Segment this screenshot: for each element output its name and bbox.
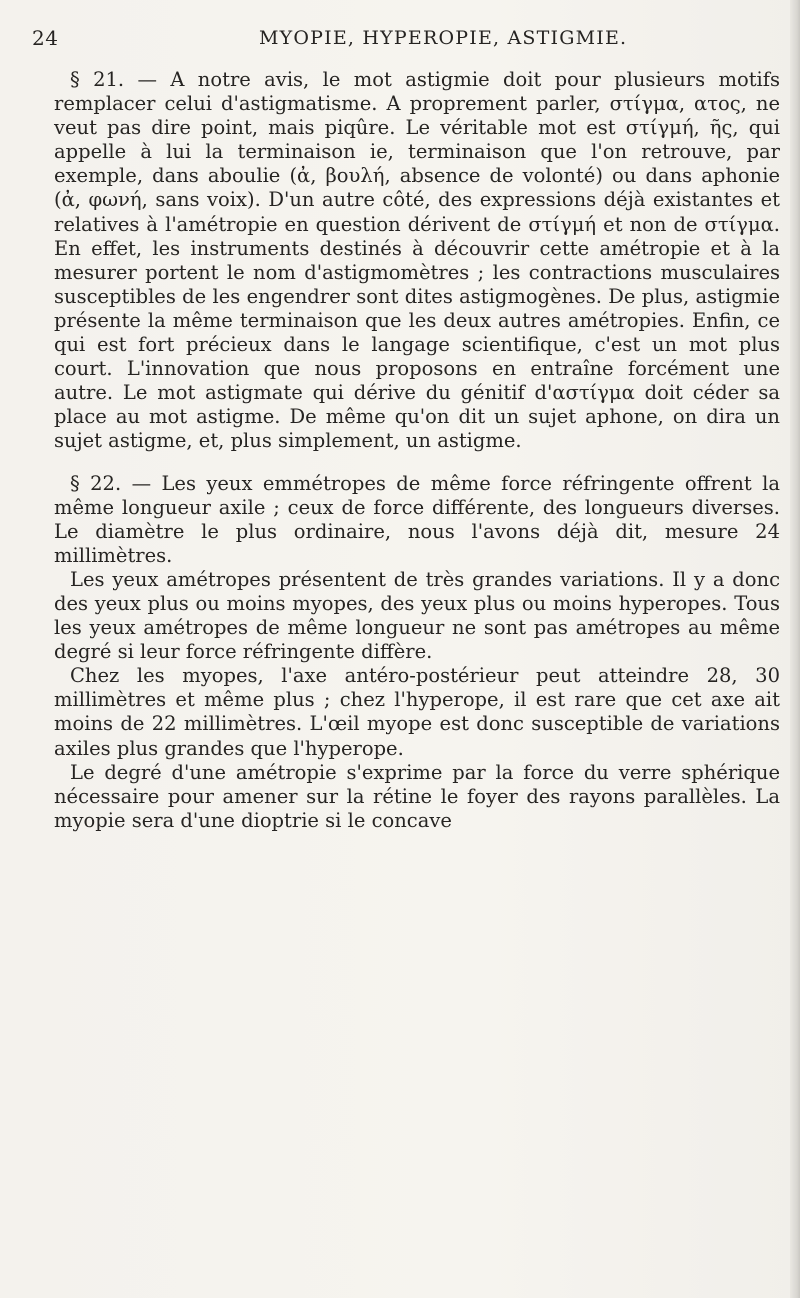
page-edge — [790, 0, 800, 1298]
chapter-title: MYOPIE, HYPEROPIE, ASTIGMIE. — [259, 27, 628, 49]
paragraph-section-22: § 22. — Les yeux emmétropes de même force réfringente offrent la même longueur axile ; ceux de force différente, des longueurs diverses. Le diamètre le plus ordinaire, nous l'avons déjà dit, mesure 24 millimètres. — [54, 471, 780, 567]
running-head — [32, 26, 778, 56]
paragraph-ametropes: Les yeux amétropes présentent de très grandes variations. Il y a donc des yeux plus ou moins myopes, des yeux plus ou moins hyperopes. Tous les yeux amétropes de même longueur ne sont pas amétropes au même degré si leur force réfringente diffère. — [54, 567, 780, 664]
paragraph-degree: Le degré d'une amétropie s'exprime par la force du verre sphérique nécessaire pour amener sur la rétine le foyer des rayons parallèles. La myopie sera d'une dioptrie si le concave — [54, 760, 780, 832]
paragraph-section-21: § 21. — A notre avis, le mot astigmie doit pour plusieurs motifs remplacer celui d'astigmatisme. A proprement parler, στίγμα, ατος, ne veut pas dire point, mais piqûre. Le véritable mot est στίγμή, ῆς, qui appelle à lui la terminaison ie, terminaison que l'on retrouve, par exemple, dans aboulie (ἀ, βουλή, absence de volonté) ou dans aphonie (ἀ, φωνή, sans voix). D'un autre côté, des expressions déjà existantes et relatives à l'amétropie en question dérivent de στίγμή et non de στίγμα. En effet, les instruments destinés à découvrir cette amétropie et à la mesurer portent le nom d'astigmomètres ; les contractions musculaires susceptibles de les engendrer sont dites astigmogènes. De plus, astigmie présente la même terminaison que les deux autres amétropies. Enfin, ce qui est fort précieux dans le langage scientifique, c'est un mot plus court. L'innovation que nous proposons en entraîne forcément une autre. Le mot astigmate qui dérive du génitif d'αστίγμα doit céder sa place au mot astigme. De même qu'on dit un sujet aphone, on dira un sujet astigme, et, plus simplement, un astigme. — [54, 68, 780, 453]
page-number: 24 — [32, 26, 59, 50]
paragraph-myopes: Chez les myopes, l'axe antéro-postérieur peut atteindre 28, 30 millimètres et même plus ; chez l'hyperope, il est rare que cet axe ait moins de 22 millimètres. L'œil myope est donc susceptible de variations axiles plus grandes que l'hyperope. — [54, 664, 780, 760]
body-text — [54, 68, 780, 833]
